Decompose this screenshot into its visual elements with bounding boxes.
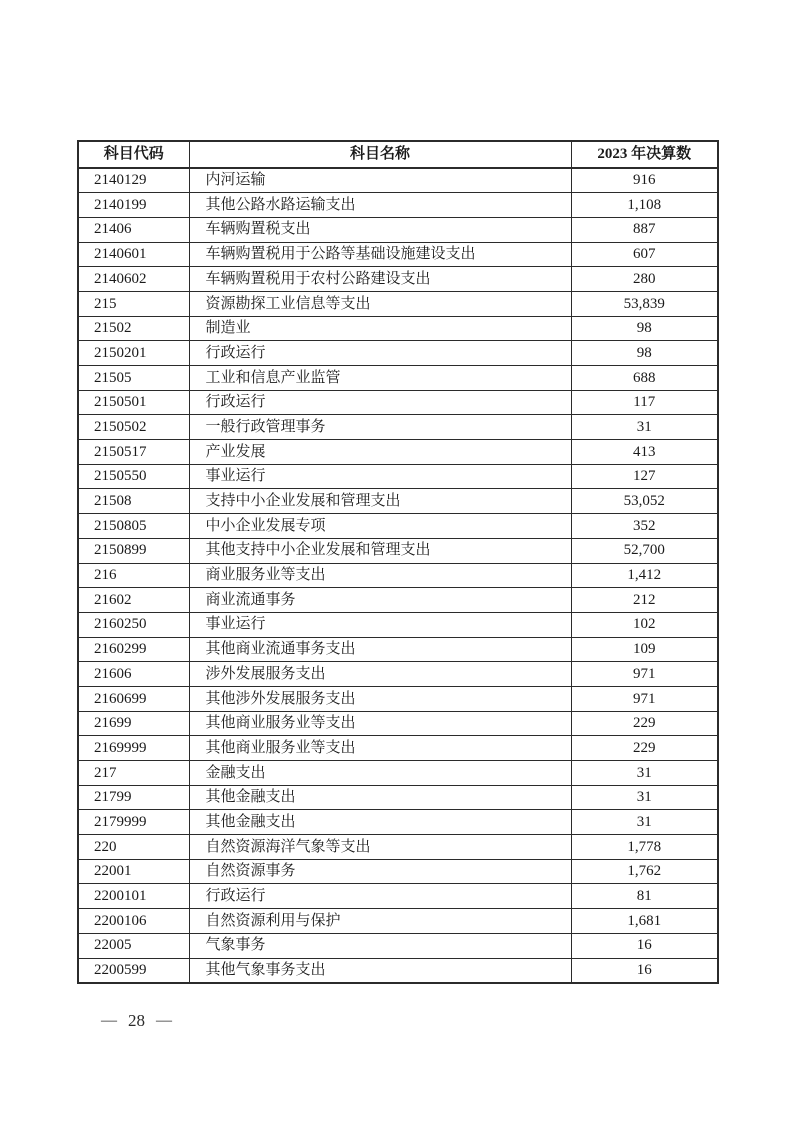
cell-subject-name: 车辆购置税用于农村公路建设支出 xyxy=(189,267,571,292)
table-row xyxy=(78,810,718,835)
cell-subject-code: 2140602 xyxy=(78,267,189,292)
table-row xyxy=(78,415,718,440)
cell-subject-code: 2150502 xyxy=(78,415,189,440)
column-header-subject-code: 科目代码 xyxy=(78,141,189,168)
table-row xyxy=(78,390,718,415)
cell-subject-code: 2150899 xyxy=(78,538,189,563)
cell-subject-code: 2150201 xyxy=(78,341,189,366)
cell-subject-name: 中小企业发展专项 xyxy=(189,514,571,539)
cell-subject-code: 21406 xyxy=(78,217,189,242)
cell-final-amount: 109 xyxy=(571,637,718,662)
cell-subject-name: 其他商业服务业等支出 xyxy=(189,711,571,736)
cell-subject-name: 涉外发展服务支出 xyxy=(189,662,571,687)
table-row xyxy=(78,835,718,860)
cell-final-amount: 212 xyxy=(571,588,718,613)
table-row xyxy=(78,933,718,958)
cell-subject-name: 自然资源事务 xyxy=(189,859,571,884)
table-row xyxy=(78,242,718,267)
cell-subject-code: 216 xyxy=(78,563,189,588)
cell-subject-code: 2169999 xyxy=(78,736,189,761)
cell-final-amount: 1,681 xyxy=(571,909,718,934)
table-row xyxy=(78,440,718,465)
cell-final-amount: 53,839 xyxy=(571,291,718,316)
cell-final-amount: 1,108 xyxy=(571,193,718,218)
table-row xyxy=(78,217,718,242)
table-row xyxy=(78,588,718,613)
table-row xyxy=(78,662,718,687)
cell-subject-name: 行政运行 xyxy=(189,390,571,415)
cell-subject-name: 支持中小企业发展和管理支出 xyxy=(189,489,571,514)
page-number: 28 xyxy=(128,1011,145,1030)
table-row xyxy=(78,193,718,218)
cell-final-amount: 31 xyxy=(571,785,718,810)
table-row xyxy=(78,637,718,662)
cell-subject-code: 2160299 xyxy=(78,637,189,662)
column-header-subject-name: 科目名称 xyxy=(189,141,571,168)
cell-final-amount: 971 xyxy=(571,686,718,711)
cell-subject-name: 车辆购置税用于公路等基础设施建设支出 xyxy=(189,242,571,267)
cell-subject-name: 商业流通事务 xyxy=(189,588,571,613)
cell-final-amount: 1,762 xyxy=(571,859,718,884)
cell-final-amount: 53,052 xyxy=(571,489,718,514)
cell-subject-code: 21699 xyxy=(78,711,189,736)
cell-final-amount: 916 xyxy=(571,168,718,193)
cell-subject-name: 金融支出 xyxy=(189,761,571,786)
cell-subject-code: 2200106 xyxy=(78,909,189,934)
table-header-row xyxy=(78,141,718,168)
cell-final-amount: 117 xyxy=(571,390,718,415)
cell-subject-name: 气象事务 xyxy=(189,933,571,958)
cell-final-amount: 1,778 xyxy=(571,835,718,860)
cell-subject-code: 21799 xyxy=(78,785,189,810)
cell-subject-name: 产业发展 xyxy=(189,440,571,465)
table-row xyxy=(78,785,718,810)
table-row xyxy=(78,711,718,736)
cell-final-amount: 688 xyxy=(571,366,718,391)
cell-subject-name: 其他支持中小企业发展和管理支出 xyxy=(189,538,571,563)
table-row xyxy=(78,761,718,786)
cell-final-amount: 280 xyxy=(571,267,718,292)
cell-subject-code: 2140601 xyxy=(78,242,189,267)
cell-final-amount: 127 xyxy=(571,464,718,489)
table-row xyxy=(78,884,718,909)
table-row xyxy=(78,489,718,514)
cell-subject-name: 其他金融支出 xyxy=(189,785,571,810)
cell-final-amount: 31 xyxy=(571,810,718,835)
cell-subject-code: 21502 xyxy=(78,316,189,341)
cell-subject-code: 2150517 xyxy=(78,440,189,465)
cell-final-amount: 81 xyxy=(571,884,718,909)
cell-subject-name: 资源勘探工业信息等支出 xyxy=(189,291,571,316)
table-row xyxy=(78,341,718,366)
cell-subject-name: 其他金融支出 xyxy=(189,810,571,835)
cell-final-amount: 971 xyxy=(571,662,718,687)
cell-subject-name: 商业服务业等支出 xyxy=(189,563,571,588)
cell-subject-name: 制造业 xyxy=(189,316,571,341)
cell-subject-name: 内河运输 xyxy=(189,168,571,193)
budget-table xyxy=(77,140,719,984)
cell-subject-code: 21505 xyxy=(78,366,189,391)
cell-subject-name: 行政运行 xyxy=(189,884,571,909)
cell-subject-name: 事业运行 xyxy=(189,464,571,489)
cell-subject-name: 其他公路水路运输支出 xyxy=(189,193,571,218)
cell-final-amount: 229 xyxy=(571,711,718,736)
table-row xyxy=(78,267,718,292)
table-row xyxy=(78,291,718,316)
cell-subject-code: 2179999 xyxy=(78,810,189,835)
cell-final-amount: 413 xyxy=(571,440,718,465)
cell-subject-name: 工业和信息产业监管 xyxy=(189,366,571,391)
table-row xyxy=(78,958,718,983)
cell-final-amount: 16 xyxy=(571,933,718,958)
footer-dash-right: — xyxy=(156,1012,172,1029)
cell-subject-code: 22005 xyxy=(78,933,189,958)
cell-subject-code: 21508 xyxy=(78,489,189,514)
cell-subject-code: 2140129 xyxy=(78,168,189,193)
cell-final-amount: 98 xyxy=(571,316,718,341)
cell-final-amount: 352 xyxy=(571,514,718,539)
cell-final-amount: 607 xyxy=(571,242,718,267)
cell-subject-code: 22001 xyxy=(78,859,189,884)
cell-subject-name: 自然资源利用与保护 xyxy=(189,909,571,934)
table-row xyxy=(78,316,718,341)
cell-final-amount: 31 xyxy=(571,761,718,786)
table-row xyxy=(78,514,718,539)
table-row xyxy=(78,168,718,193)
cell-subject-name: 其他涉外发展服务支出 xyxy=(189,686,571,711)
cell-subject-code: 2140199 xyxy=(78,193,189,218)
cell-subject-code: 2150805 xyxy=(78,514,189,539)
cell-final-amount: 16 xyxy=(571,958,718,983)
cell-subject-code: 2160250 xyxy=(78,612,189,637)
table-row xyxy=(78,736,718,761)
table-row xyxy=(78,563,718,588)
table-row xyxy=(78,909,718,934)
cell-final-amount: 1,412 xyxy=(571,563,718,588)
table-row xyxy=(78,366,718,391)
cell-subject-name: 一般行政管理事务 xyxy=(189,415,571,440)
column-header-2023-final-amount: 2023 年决算数 xyxy=(571,141,718,168)
cell-subject-code: 2160699 xyxy=(78,686,189,711)
cell-subject-name: 自然资源海洋气象等支出 xyxy=(189,835,571,860)
cell-subject-code: 2150501 xyxy=(78,390,189,415)
table-row xyxy=(78,538,718,563)
cell-subject-name: 其他商业流通事务支出 xyxy=(189,637,571,662)
table-row xyxy=(78,464,718,489)
cell-subject-code: 217 xyxy=(78,761,189,786)
cell-subject-name: 其他商业服务业等支出 xyxy=(189,736,571,761)
page-footer xyxy=(101,1011,172,1031)
table-row xyxy=(78,686,718,711)
cell-final-amount: 52,700 xyxy=(571,538,718,563)
table-body xyxy=(78,168,718,983)
cell-subject-name: 车辆购置税支出 xyxy=(189,217,571,242)
cell-subject-code: 21602 xyxy=(78,588,189,613)
cell-subject-code: 220 xyxy=(78,835,189,860)
table-row xyxy=(78,859,718,884)
cell-final-amount: 31 xyxy=(571,415,718,440)
cell-subject-code: 2150550 xyxy=(78,464,189,489)
cell-final-amount: 98 xyxy=(571,341,718,366)
cell-final-amount: 102 xyxy=(571,612,718,637)
table-row xyxy=(78,612,718,637)
cell-subject-name: 其他气象事务支出 xyxy=(189,958,571,983)
cell-subject-code: 21606 xyxy=(78,662,189,687)
cell-subject-code: 2200101 xyxy=(78,884,189,909)
cell-final-amount: 229 xyxy=(571,736,718,761)
cell-final-amount: 887 xyxy=(571,217,718,242)
footer-dash-left: — xyxy=(101,1012,117,1029)
cell-subject-name: 行政运行 xyxy=(189,341,571,366)
cell-subject-code: 2200599 xyxy=(78,958,189,983)
cell-subject-name: 事业运行 xyxy=(189,612,571,637)
cell-subject-code: 215 xyxy=(78,291,189,316)
